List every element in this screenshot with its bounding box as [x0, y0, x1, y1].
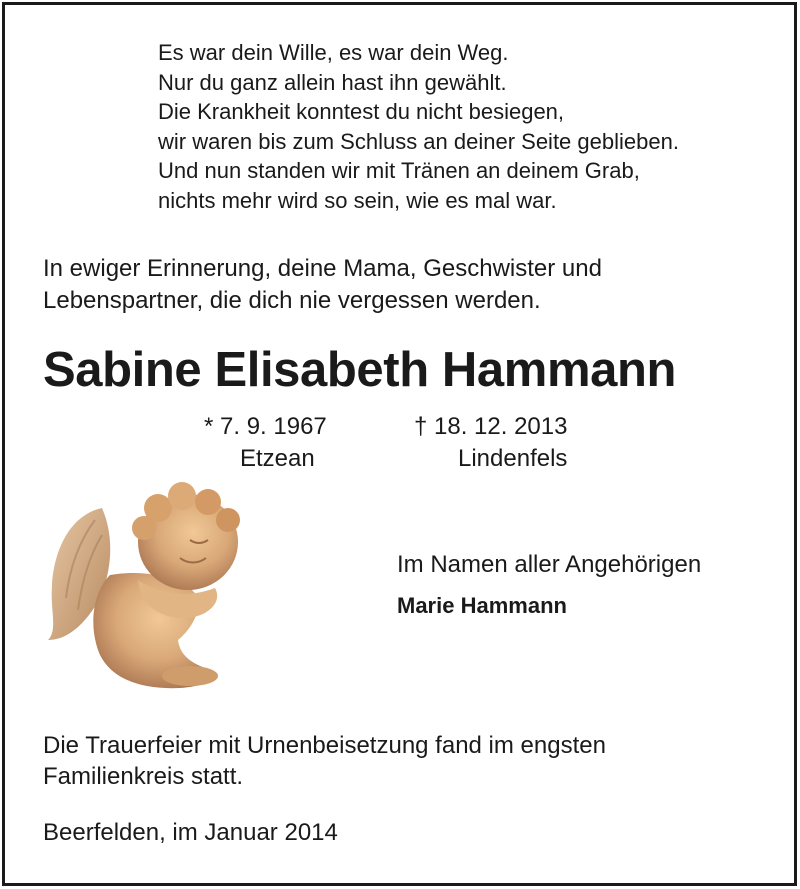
- poem-line: nichts mehr wird so sein, wie es mal war.: [158, 187, 557, 213]
- funeral-line: Familienkreis statt.: [43, 763, 244, 790]
- deceased-name: Sabine Elisabeth Hammann: [43, 343, 677, 397]
- angel-figurine-image: [40, 480, 255, 695]
- funeral-line: Die Trauerfeier mit Urnenbeisetzung fand im engsten: [43, 732, 606, 759]
- poem-line: Die Krankheit konntest du nicht besiegen,: [158, 99, 565, 124]
- memory-line: In ewiger Erinnerung, deine Mama, Geschwister und: [43, 255, 602, 282]
- memory-text: [43, 253, 602, 317]
- birth-date: * 7. 9. 1967: [204, 413, 327, 440]
- poem: [158, 38, 679, 215]
- poem-line: Nur du ganz allein hast ihn gewählt.: [158, 69, 507, 95]
- death-date: † 18. 12. 2013: [414, 413, 568, 440]
- behalf-line: Im Namen aller Angehörigen: [397, 551, 702, 578]
- poem-line: Es war dein Wille, es war dein Weg.: [158, 40, 509, 65]
- poem-line: wir waren bis zum Schluss an deiner Seite geblieben.: [158, 128, 679, 154]
- memory-line: Lebenspartner, die dich nie vergessen werden.: [43, 287, 541, 314]
- place-and-date: Beerfelden, im Januar 2014: [43, 819, 338, 846]
- signer-name: Marie Hammann: [397, 593, 567, 618]
- poem-line: Und nun standen wir mit Tränen an deinem Grab,: [158, 158, 640, 183]
- death-place: Lindenfels: [458, 445, 568, 472]
- funeral-text: [43, 730, 606, 792]
- birth-place: Etzean: [240, 445, 315, 472]
